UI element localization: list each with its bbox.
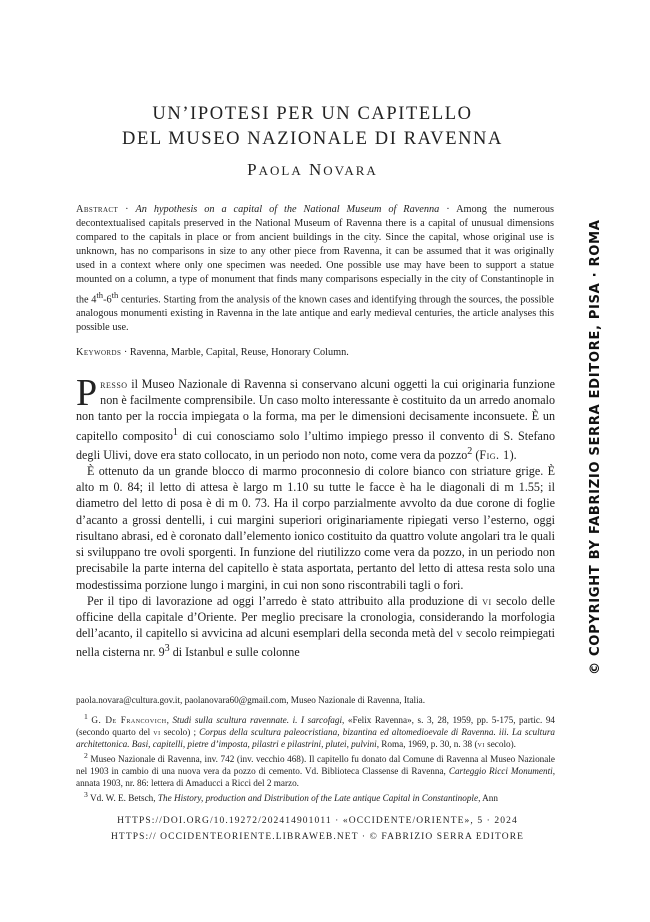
article-title-line-1: UN’IPOTESI PER UN CAPITELLO (152, 104, 473, 124)
drop-cap: P (76, 372, 98, 414)
article-body (76, 372, 556, 661)
abstract: Abstract · An hypothesis on a capital of the National Museum of Ravenna · Among the numerous decontextualised capitals preserved in the National Museum of Ravenna there is a capital of unusual dimensions compared to the capitals in place or from ancient buildings in the city. Since the capital, whose original use is unknown, has no comparisons in size to any other piece from Ravenna, it can be assumed that it was originally used in a context where only one specimen was needed. One possible use may have been to support a statue mounted on a column, a type of monument that finds many comparisons especially in the city of Constantinople in the 4th-6th centuries. Starting from the analysis of the known cases and identifying through the sources, the possible analogous monumenti existing in Ravenna in the late antique and early medieval centuries, the article analyses this possible use. (76, 204, 555, 334)
footnote-ref-1[interactable]: 1 (172, 426, 178, 438)
journal-url-line: HTTPS:// OCCIDENTEORIENTE.LIBRAWEB.NET · © FABRIZIO SERRA EDITORE (110, 832, 525, 842)
figure-ref[interactable]: Fig. 1 (479, 447, 510, 462)
footnote-ref-3[interactable]: 3 (164, 643, 170, 655)
abstract-label: Abstract (76, 204, 119, 215)
body-paragraph-1: Presso il Museo Nazionale di Ravenna si conservano alcuni oggetti la cui originaria funzione non è facilmente comprensibile. Un caso molto interessante è costituito da un arredo anomalo non tanto per la roccia impiegata o la forma, ma per le dimensioni decisamente inconsuete. È un capitello composito$^1$ di cui conosciamo solo l’ultimo impiego presso il convento di S. Stefano degli Ulivi, dove era stato collocato, in un periodo non noto, come vera da pozzo$^2$ (Fig. 1). (76, 372, 555, 462)
keywords-text: · Ravenna, Marble, Capital, Reuse, Honorary Column. (121, 347, 349, 358)
abstract-english-title: An hypothesis on a capital of the National Museum of Ravenna (135, 204, 440, 215)
author-affiliation: paola.novara@cultura.gov.it, paolanovara60@gmail.com, Museo Nazionale di Ravenna, Italia. (76, 695, 425, 705)
keywords-label: Keywords (76, 347, 122, 358)
footnote-3: $^3$ Vd. W. E. Betsch, The History, production and Distribution of the Late antique Capital in Constantinople, Ann (84, 790, 498, 804)
footnotes (76, 694, 555, 804)
doi-line: HTTPS://DOI.ORG/10.19272/202414901011 · «OCCIDENTE/ORIENTE», 5 · 2024 (117, 816, 518, 826)
abstract-text: Among the numerous decontextualised capitals preserved in the National Museum of Ravenna there is a capital of unusual dimensions compared to the capitals in place or from ancient buildings in the city. Since the capital, whose original use is unknown, has no comparisons in size to any other piece from Ravenna, it can be assumed that it was originally used in a context where only one specimen was needed. One possible use may have been to support a statue mounted on a column, a type of monument that finds many comparisons especially in the city of Constantinople in the 4 (76, 204, 555, 305)
footnote-1: $^1$ G. De Francovich, Studi sulla scultura ravennate. i. I sarcofagi, «Felix Ravenna», s. 3, 28, 1959, pp. 5-175, partic. 94 (secondo quarto del vi secolo) ; Corpus della scultura paleocristiana, bizantina ed altomedioevale di Ravenna. iii. La scultura architettonica. Basi, capitelli, pietre d’imposta, pilastri e pilastrini, plutei, pulvini, Roma, 1969, p. 30, n. 38 (vi secolo). (76, 712, 556, 750)
body-paragraph-2: È ottenuto da un grande blocco di marmo proconnesio di colore bianco con striature grige. È alto m 0. 84; il letto di attesa è largo m 1.10 su tutte le facce è ha le diagonali di m 1.55; il diametro del letto di posa è di m 0. 73. Ha il corpo parzialmente avvolto da due corone di foglie d’acanto a grossi dentelli, i cui margini superiori originariamente ripiegati verso l’esterno, oggi risultano abrasi, ed è coronato dall’elemento ionico costituito da quattro volute angolari tra le quali si sviluppano tre ovoli sporgenti. In funzione del riutilizzo come vera da pozzo, in un periodo non precisabile la parte interna del capitello è stata asportata, pertanto del letto di attesa resta solo una modestissima porzione lungo i margini, in cui non sono riscontrabili tagli o fori. (76, 464, 555, 592)
article-page: UN’IPOTESI PER UN CAPITELLO DEL MUSEO NAZIONALE DI RAVENNA PAOLA NOVARA Abstract · An hypothesis on a capital of the National Museum of Ravenna · Among the numerous decontextualised capitals preserved in the National Museum of Ravenna there is a capital of unusual dimensions compared to the capitals in place or from ancient buildings in the city. Since the capital, whose original use is unknown, has no comparisons in size to any other piece from Ravenna, it can be assumed that it was originally used in a context where only one specimen was needed. One possible use may have been to support a statue mounted on a column, a type of monument that finds many comparisons especially in the city of Constantinople in the 4th-6th centuries. Starting from the analysis of the known cases and identifying through the sources, the possible analogous monumenti existing in Ravenna in the late antique and early medieval centuries, the article analyses this possible use. Keywords · Ravenna, Marble, Capital, Reuse, Honorary Column. Presso il Museo Nazionale di Ravenna si conservano alcuni oggetti la cui originaria funzione non è facilmente comprensibile. Un caso molto interessante è costituito da un arredo anomalo non tanto per la roccia impiegata o la forma, ma per le dimensioni decisamente inconsuete. È un capitello composito$^1$ di cui conosciamo solo l’ultimo impiego presso il convento di S. Stefano degli Ulivi, dove era stato collocato, in un periodo non noto, come vera da pozzo$^2$ (Fig. 1). È ottenuto da un grande blocco di marmo proconnesio di colore bianco con striature grige. È alto m 0. 84; il letto di attesa è largo m 1.10 su tutte le facce è ha le diagonali di m 1.55; il diametro del letto di posa è di m 0. 73. Ha il corpo parzialmente avvolto da due corone di foglie d’acanto a grossi dentelli, i cui margini superiori originariamente ripiegati verso l’esterno, oggi risultano abrasi, ed è coronato dall’elemento ionico costituito da quattro volute angolari tra le quali si sviluppano tre ovoli sporgenti. In funzione del riutilizzo come vera da pozzo, in un periodo non precisabile la parte interna del capitello è stata asportata, pertanto del letto di attesa resta solo una modestissima porzione lungo i margini, in cui non sono riscontrabili tagli o fori. Per il tipo di lavorazione ad oggi l’arredo è stato attribuito alla produzione di vi secolo delle officine della capitale d’Oriente. Per meglio precisare la cronologia, considerando la morfologia dell’acanto, il capitello si avvicina ad alcuni esemplari della seconda metà del v secolo reimpiegati nella cisterna nr. $9^3$ di Istanbul e sulle colonne paola.novara@cultura.gov.it, paolanovara60@gmail.com, Museo Nazionale di Ravenna, Italia. $^1$ G. De Francovich, Studi sulla scultura ravennate. i. I sarcofagi, «Felix Ravenna», s. 3, 28, 1959, pp. 5-175, partic. 94 (secondo quarto del vi secolo) ; Corpus della scultura paleocristiana, bizantina ed altomedioevale di Ravenna. iii. La scultura architettonica. Basi, capitelli, pietre d’imposta, pilastri e pilastrini, plutei, pulvini, Roma, 1969, p. 30, n. 38 (vi secolo). $^2$ Museo Nazionale di Ravenna, inv. 742 (inv. vecchio 468). Il capitello fu donato dal Comune di Ravenna al Museo Nazionale nel 1903 in cambio di una nuova vera da pozzo di cemento. Vd. Biblioteca Classense di Ravenna, Carteggio Ricci Monumenti, annata 1903, nr. 86: lettera di Amaducci a Ricci del 2 marzo. $^3$ Vd. W. E. Betsch, The History, production and Distribution of the Late antique Capital in Constantinople, Ann HTTPS://DOI.ORG/10.19272/202414901011 · «OCCIDENTE/ORIENTE», 5 · 2024 HTTPS:// OCCIDENTEORIENTE.LIBRAWEB.NET · © FABRIZIO SERRA EDITORE © COPYRIGHT BY FABRIZIO SERRA EDITORE, PISA · ROMA (0, 0, 650, 922)
footnote-2: $^2$ Museo Nazionale di Ravenna, inv. 742 (inv. vecchio 468). Il capitello fu donato dal Comune di Ravenna al Museo Nazionale nel 1903 in cambio di una nuova vera da pozzo di cemento. Vd. Biblioteca Classense di Ravenna, Carteggio Ricci Monumenti, annata 1903, nr. 86: lettera di Amaducci a Ricci del 2 marzo. (76, 751, 555, 789)
article-title-line-2: DEL MUSEO NAZIONALE DI RAVENNA (122, 129, 503, 149)
footnote-ref-2[interactable]: 2 (467, 445, 473, 457)
author-name: PAOLA NOVARA (247, 160, 378, 179)
keywords (76, 346, 554, 360)
body-paragraph-3: Per il tipo di lavorazione ad oggi l’arredo è stato attribuito alla produzione di vi secolo delle officine della capitale d’Oriente. Per meglio precisare la cronologia, considerando la morfologia dell’acanto, il capitello si avvicina ad alcuni esemplari della seconda metà del v secolo reimpiegati nella cisterna nr. $9^3$ di Istanbul e sulle colonne (76, 593, 556, 660)
